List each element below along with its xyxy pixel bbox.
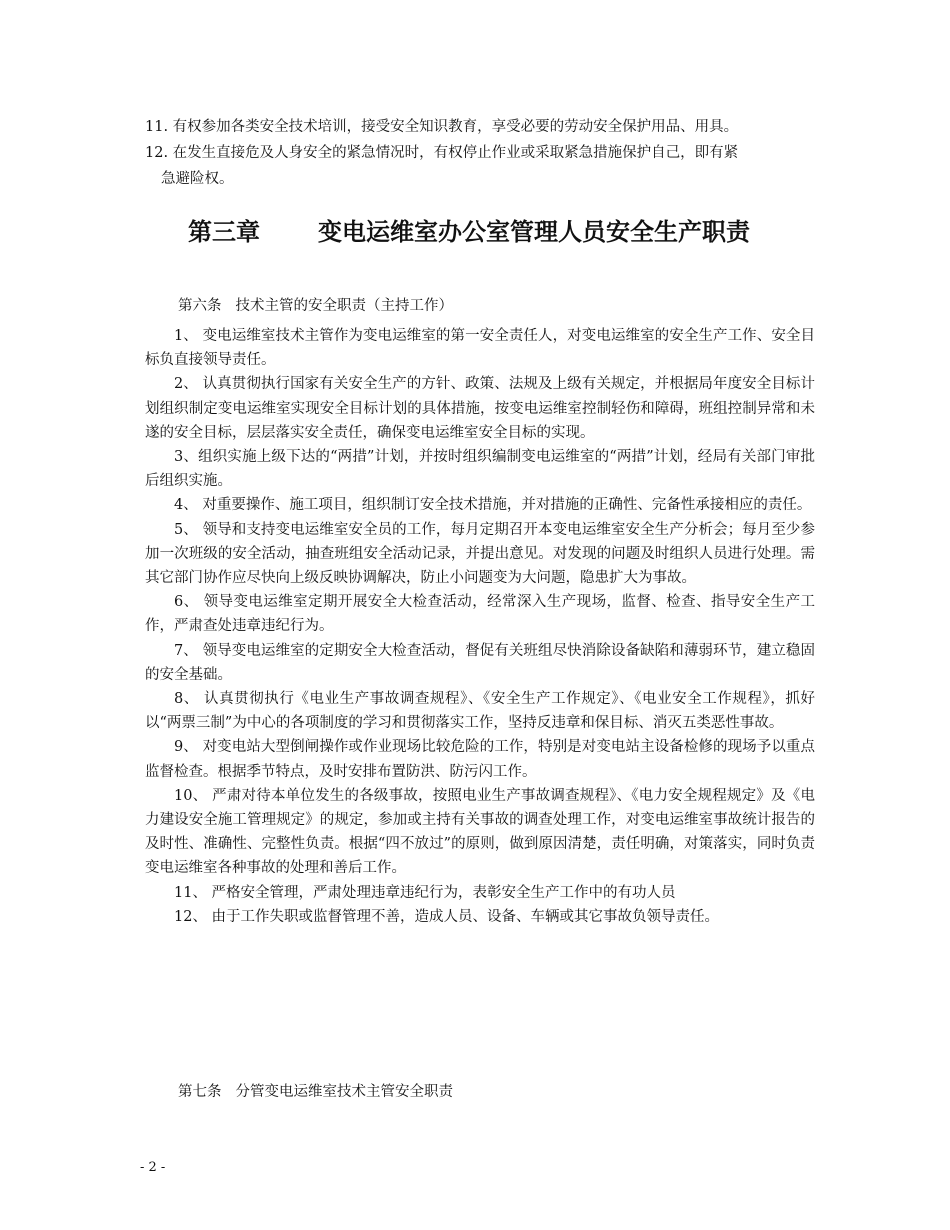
paragraph: 8、 认真贯彻执行《电业生产事故调查规程》、《安全生产工作规定》、《电业安全工作规程》，抓好以“两票三制”为中心的各项制度的学习和贯彻落实工作，坚持反违章和保目标、消灭五类恶性事故。 (145, 691, 815, 732)
list-item-text: 在发生直接危及人身安全的紧急情况时，有权停止作业或采取紧急措施保护自己，即有紧 (172, 145, 739, 161)
paragraph: 1、 变电运维室技术主管作为变电运维室的第一安全责任人，对变电运维室的安全生产工作、安全目标负直接领导责任。 (145, 328, 815, 369)
paragraph: 5、 领导和支持变电运维室安全员的工作，每月定期召开本变电运维室安全生产分析会；每月至少参加一次班级的安全活动，抽查班组安全活动记录，并提出意见。对发现的问题及时组织人员进行处理。需其它部门协作应尽快向上级反映协调解决，防止小问题变为大问题，隐患扩大为事故。 (145, 521, 815, 587)
list-item-number: 11. (145, 119, 169, 135)
article-title: 技术主管的安全职责（主持工作） (235, 298, 453, 314)
paragraph: 4、 对重要操作、施工项目，组织制订安全技术措施，并对措施的正确性、完备性承接相应的责任。 (174, 497, 812, 514)
paragraph: 11、 严格安全管理，严肃处理违章违纪行为，表彰安全生产工作中的有功人员 (174, 884, 676, 901)
page-number: - 2 - (140, 1160, 166, 1175)
paragraph: 9、 对变电站大型倒闸操作或作业现场比较危险的工作，特别是对变电站主设备检修的现场予以重点监督检查。根据季节特点，及时安排布置防洪、防污闪工作。 (145, 739, 815, 780)
paragraph: 12、 由于工作失职或监督管理不善，造成人员、设备、车辆或其它事故负领导责任。 (174, 908, 720, 925)
list-item-text: 有权参加各类安全技术培训，接受安全知识教育，享受必要的劳动安全保护用品、用具。 (172, 119, 739, 135)
article-6-body (145, 324, 815, 929)
article-label: 第六条 (178, 298, 222, 314)
article-7-heading (178, 1079, 453, 1105)
paragraph: 3、组织实施上级下达的“两措”计划，并按时组织编制变电运维室的“两措”计划，经局有关部门审批后组织实施。 (145, 449, 815, 490)
article-label: 第七条 (178, 1084, 222, 1100)
chapter-number: 第三章 (188, 218, 260, 246)
chapter-heading (188, 212, 750, 252)
paragraph: 6、 领导变电运维室定期开展安全大检查活动，经常深入生产现场，监督、检查、指导安全生产工作，严肃查处违章违纪行为。 (145, 594, 815, 635)
list-item-number: 12. (145, 145, 169, 161)
list-item-12-continuation: 急避险权。 (161, 171, 234, 187)
paragraph: 10、 严肃对待本单位发生的各级事故，按照电业生产事故调查规程》、《电力安全规程规定》及《电力建设安全施工管理规定》的规定，参加或主持有关事故的调查处理工作，对变电运维室事故统计报告的及时性、准确性、完整性负责。根据“四不放过”的原则，做到原因清楚，责任明确，对策落实，同时负责变电运维室各种事故的处理和善后工作。 (145, 787, 815, 877)
article-6-heading (178, 293, 453, 319)
article-title: 分管变电运维室技术主管安全职责 (235, 1084, 453, 1100)
list-item-11 (145, 114, 815, 140)
chapter-title: 变电运维室办公室管理人员安全生产职责 (318, 218, 750, 246)
list-item-12 (145, 140, 815, 166)
paragraph: 2、 认真贯彻执行国家有关安全生产的方针、政策、法规及上级有关规定，并根据局年度安全目标计划组织制定变电运维室实现安全目标计划的具体措施，按变电运维室控制轻伤和障碍，班组控制异常和未遂的安全目标，层层落实安全责任，确保变电运维室安全目标的实现。 (145, 376, 815, 441)
paragraph: 7、 领导变电运维室的定期安全大检查活动，督促有关班组尽快消除设备缺陷和薄弱环节，建立稳固的安全基础。 (145, 642, 815, 683)
